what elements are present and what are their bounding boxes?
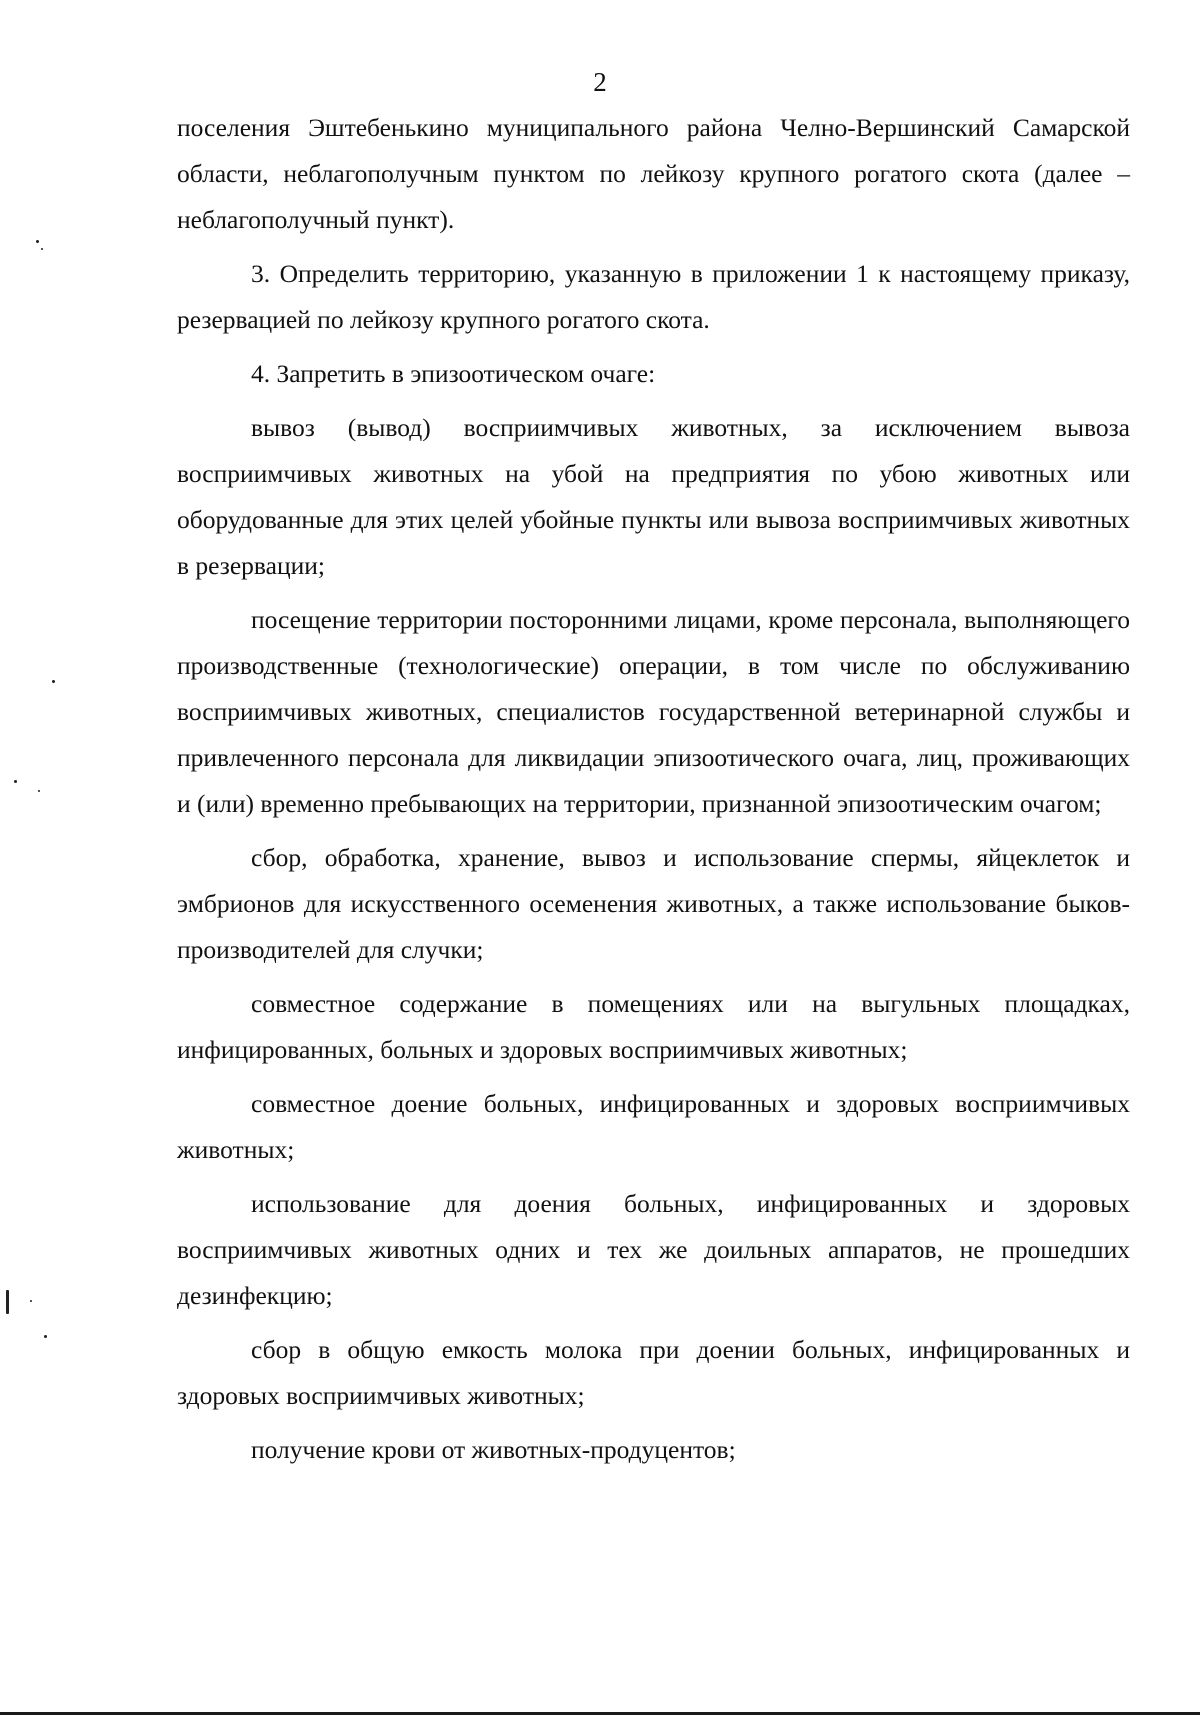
scan-speck bbox=[41, 248, 43, 250]
scan-speck bbox=[30, 1300, 32, 1302]
prohibition-item: использование для доения больных, инфицированных и здоровых восприимчивых животных одних и тех же доильных аппаратов, не прошедших дезинфекцию; bbox=[177, 1189, 1130, 1310]
page-number: 2 bbox=[593, 67, 607, 97]
scan-speck bbox=[14, 780, 17, 783]
prohibition-item: сбор в общую емкость молока при доении больных, инфицированных и здоровых восприимчивых животных; bbox=[177, 1335, 1130, 1410]
scan-speck bbox=[44, 1335, 47, 1338]
document-body bbox=[177, 105, 1130, 1481]
paragraph-continuation: поселения Эштебенькино муниципального района Челно-Вершинский Самарской области, неблагополучным пунктом по лейкозу крупного рогатого скота (далее – неблагополучный пункт). bbox=[177, 113, 1130, 234]
scan-speck bbox=[38, 790, 40, 792]
prohibition-item: совместное содержание в помещениях или на выгульных площадках, инфицированных, больных и здоровых восприимчивых животных; bbox=[177, 989, 1130, 1064]
prohibition-item: вывоз (вывод) восприимчивых животных, за исключением вывоза восприимчивых животных на убой на предприятия по убою животных или оборудованные для этих целей убойные пункты или вывоза восприимчивых животных в резервации; bbox=[177, 413, 1130, 580]
scan-speck bbox=[36, 240, 39, 243]
paragraph-item-4: 4. Запретить в эпизоотическом очаге: bbox=[251, 359, 656, 388]
scan-edge-line bbox=[0, 1712, 1200, 1715]
paragraph-item-3: 3. Определить территорию, указанную в приложении 1 к настоящему приказу, резервацией по лейкозу крупного рогатого скота. bbox=[177, 259, 1130, 334]
scan-speck bbox=[52, 680, 55, 683]
scan-speck bbox=[6, 1290, 9, 1314]
prohibition-item: посещение территории посторонними лицами, кроме персонала, выполняющего производственные (технологические) операции, в том числе по обслуживанию восприимчивых животных, специалистов государственной ветеринарной службы и привлеченного персонала для ликвидации эпизоотического очага, лиц, проживающих и (или) временно пребывающих на территории, признанной эпизоотическим очагом; bbox=[177, 605, 1130, 818]
prohibition-item: сбор, обработка, хранение, вывоз и использование спермы, яйцеклеток и эмбрионов для искусственного осеменения животных, а также использование быков-производителей для случки; bbox=[177, 843, 1130, 964]
prohibition-item: совместное доение больных, инфицированных и здоровых восприимчивых животных; bbox=[177, 1089, 1130, 1164]
prohibition-item: получение крови от животных-продуцентов; bbox=[251, 1435, 736, 1464]
